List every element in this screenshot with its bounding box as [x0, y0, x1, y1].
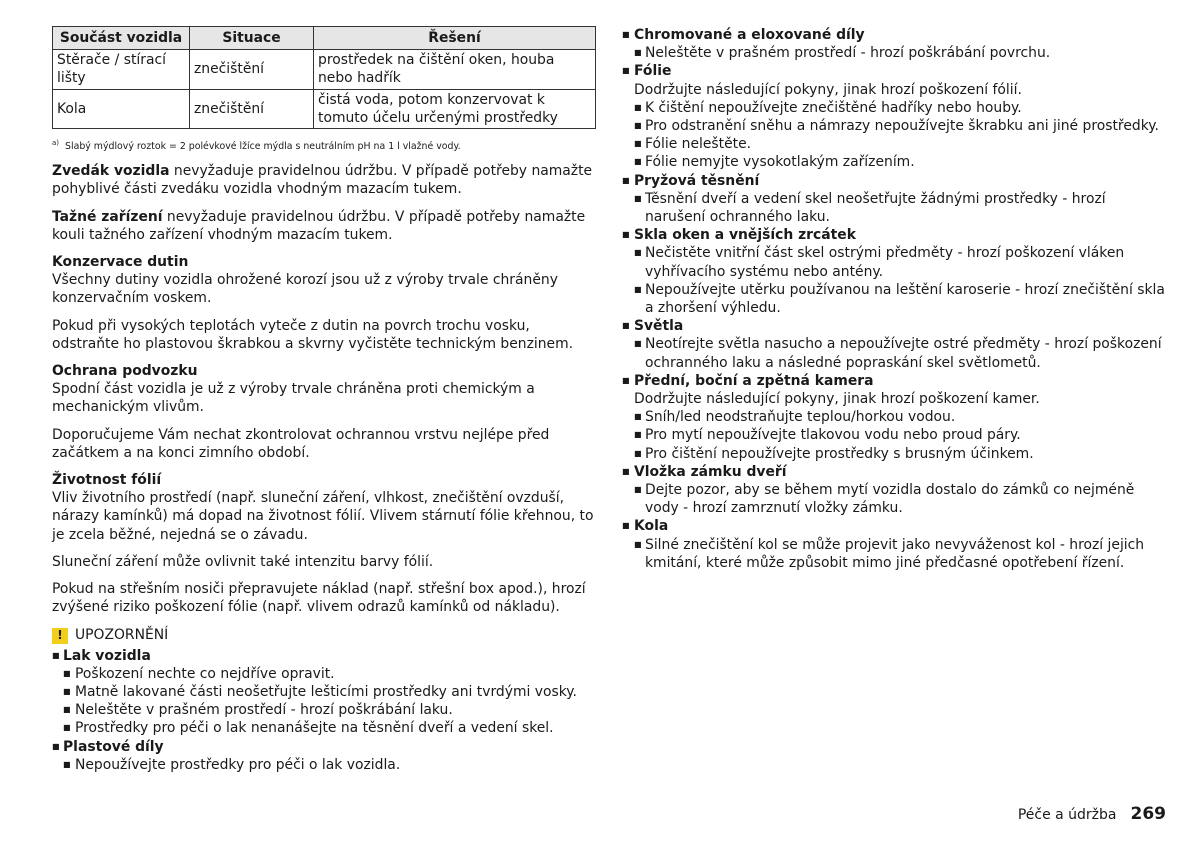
section-name: Péče a údržba — [1017, 807, 1117, 823]
warning-item: ■ Poškození nechte co nejdříve opravit. — [52, 665, 596, 683]
table-header: Součást vozidla — [53, 27, 190, 50]
foils-label: ■ Fólie — [622, 62, 1167, 80]
warning-icon: ! — [52, 628, 68, 644]
page-footer — [1018, 804, 1166, 824]
table-footnote — [52, 137, 596, 153]
table-cell-situation: znečištění — [190, 50, 314, 89]
foil-paragraph-3: Pokud na střešním nosiči přepravujete náklad (např. střešní box apod.), hrozí zvýšené riziko poškození fólie (např. vlivem odrazů kamínků od nákladu). — [52, 581, 586, 616]
cavity-paragraph-2: Pokud při vysokých teplotách vyteče z dutin na povrch trochu vosku, odstraňte ho plastovou škrabkou a skvrny vyčistěte technickým benzinem. — [52, 317, 574, 352]
cavity-paragraph-1: Všechny dutiny vozidla ohrožené korozí jsou už z výroby trvale chráněny konzervačním voskem. — [52, 272, 558, 307]
right-column — [622, 26, 1167, 572]
table-header: Situace — [190, 27, 314, 50]
chrome-item: ■ Neleštěte v prašném prostředí - hrozí poškrábání povrchu. — [622, 44, 1167, 62]
warning-title: UPOZORNĚNÍ — [75, 627, 169, 644]
glass-label: ■ Skla oken a vnějších zrcátek — [622, 226, 1167, 244]
lift-text: nevyžaduje pravidelnou údržbu. V případě potřeby namažte pohyblivé části zvedáku vozidla vhodným mazacím tukem. — [52, 163, 593, 198]
camera-item: ■ Pro mytí nepoužívejte tlakovou vodu nebo proud páry. — [622, 426, 1167, 444]
underbody-paragraph-2: Doporučujeme Vám nechat zkontrolovat ochrannou vrstvu nejlépe před začátkem a na konci zimního období. — [52, 426, 550, 461]
cavity-heading: Konzervace dutin — [52, 253, 189, 270]
page-number: 269 — [1130, 804, 1166, 824]
foils-item: ■ K čištění nepoužívejte znečištěné hadříky nebo houby. — [622, 99, 1167, 117]
warning-group-label: ■ Lak vozidla — [52, 647, 596, 665]
tow-term: Tažné zařízení — [52, 208, 163, 225]
footnote-mark: a) — [52, 139, 60, 148]
table-cell-solution: prostředek na čištění oken, houba nebo hadřík — [314, 50, 596, 89]
lights-item: ■ Neotírejte světla nasucho a nepoužívejte ostré předměty - hrozí poškození ochranného laku a následné popraskání skel světlometů. — [622, 335, 1167, 371]
care-table — [52, 26, 596, 129]
warning-item: ■ Matně lakované části neošetřujte lešticími prostředky ani tvrdými vosky. — [52, 683, 596, 701]
left-column — [52, 26, 596, 774]
camera-item: ■ Sníh/led neodstraňujte teplou/horkou vodou. — [622, 408, 1167, 426]
tow-paragraph — [52, 208, 596, 244]
rubber-label: ■ Pryžová těsnění — [622, 172, 1167, 190]
warning-group-label: ■ Plastové díly — [52, 738, 596, 756]
underbody-heading: Ochrana podvozku — [52, 362, 198, 379]
footnote-text: Slabý mýdlový roztok = 2 polévkové lžíce mýdla s neutrálním pH na 1 l vlažné vody. — [65, 141, 461, 153]
table-cell-solution: čistá voda, potom konzervovat k tomuto účelu určenými prostředky — [314, 89, 596, 128]
table-cell-part: Stěrače / stírací lišty — [53, 50, 190, 89]
warning-item: ■ Nepoužívejte prostředky pro péči o lak vozidla. — [52, 756, 596, 774]
camera-item: ■ Pro čištění nepoužívejte prostředky s brusným účinkem. — [622, 445, 1167, 463]
wheels-item: ■ Silné znečištění kol se může projevit jako nevyváženost kol - hrozí jejich kmitání, které může způsobit mimo jiné předčasné opotřebení řízení. — [622, 536, 1167, 572]
foils-intro: Dodržujte následující pokyny, jinak hrozí poškození fólií. — [634, 81, 1022, 98]
lift-term: Zvedák vozidla — [52, 163, 170, 180]
glass-item: ■ Nepoužívejte utěrku používanou na leštění karoserie - hrozí znečištění skla a zhoršení výhledu. — [622, 281, 1167, 317]
foils-item: ■ Fólie nemyjte vysokotlakým zařízením. — [622, 153, 1167, 171]
foil-heading: Životnost fólií — [52, 471, 162, 488]
glass-item: ■ Nečistěte vnitřní část skel ostrými předměty - hrozí poškození vláken vyhřívacího systému nebo antény. — [622, 244, 1167, 280]
warning-item: ■ Neleštěte v prašném prostředí - hrozí poškrábání laku. — [52, 701, 596, 719]
table-row — [53, 89, 596, 128]
foil-paragraph-2: Sluneční záření může ovlivnit také intenzitu barvy fólií. — [52, 553, 434, 570]
table-header: Řešení — [314, 27, 596, 50]
camera-label: ■ Přední, boční a zpětná kamera — [622, 372, 1167, 390]
chrome-label: ■ Chromované a eloxované díly — [622, 26, 1167, 44]
lock-item: ■ Dejte pozor, aby se během mytí vozidla dostalo do zámků co nejméně vody - hrozí zamrznutí vložky zámku. — [622, 481, 1167, 517]
tow-text: nevyžaduje pravidelnou údržbu. V případě potřeby namažte kouli tažného zařízení vhodným mazacím tukem. — [52, 208, 586, 243]
foils-item: ■ Pro odstranění sněhu a námrazy nepoužívejte škrabku ani jiné prostředky. — [622, 117, 1167, 135]
rubber-item: ■ Těsnění dveří a vedení skel neošetřujte žádnými prostředky - hrozí narušení ochranného laku. — [622, 190, 1167, 226]
table-header-row — [53, 27, 596, 50]
lock-label: ■ Vložka zámku dveří — [622, 463, 1167, 481]
table-row — [53, 50, 596, 89]
foils-item: ■ Fólie neleštěte. — [622, 135, 1167, 153]
camera-intro: Dodržujte následující pokyny, jinak hrozí poškození kamer. — [634, 391, 1040, 408]
lights-label: ■ Světla — [622, 317, 1167, 335]
warning-item: ■ Prostředky pro péči o lak nenanášejte na těsnění dveří a vedení skel. — [52, 719, 596, 737]
lift-paragraph — [52, 162, 596, 198]
table-cell-part: Kola — [53, 89, 190, 128]
table-cell-situation: znečištění — [190, 89, 314, 128]
foil-paragraph-1: Vliv životního prostředí (např. sluneční záření, vlhkost, znečištění ovzduší, nárazy kamínků) má dopad na životnost fólií. Vlivem stárnutí fólie křehnou, to je zcela běžné, nejedná se o závadu. — [52, 490, 594, 543]
warning-heading — [52, 626, 596, 644]
wheels-label: ■ Kola — [622, 517, 1167, 535]
underbody-paragraph-1: Spodní část vozidla je už z výroby trvale chráněna proti chemickým a mechanickým vlivům. — [52, 381, 535, 416]
